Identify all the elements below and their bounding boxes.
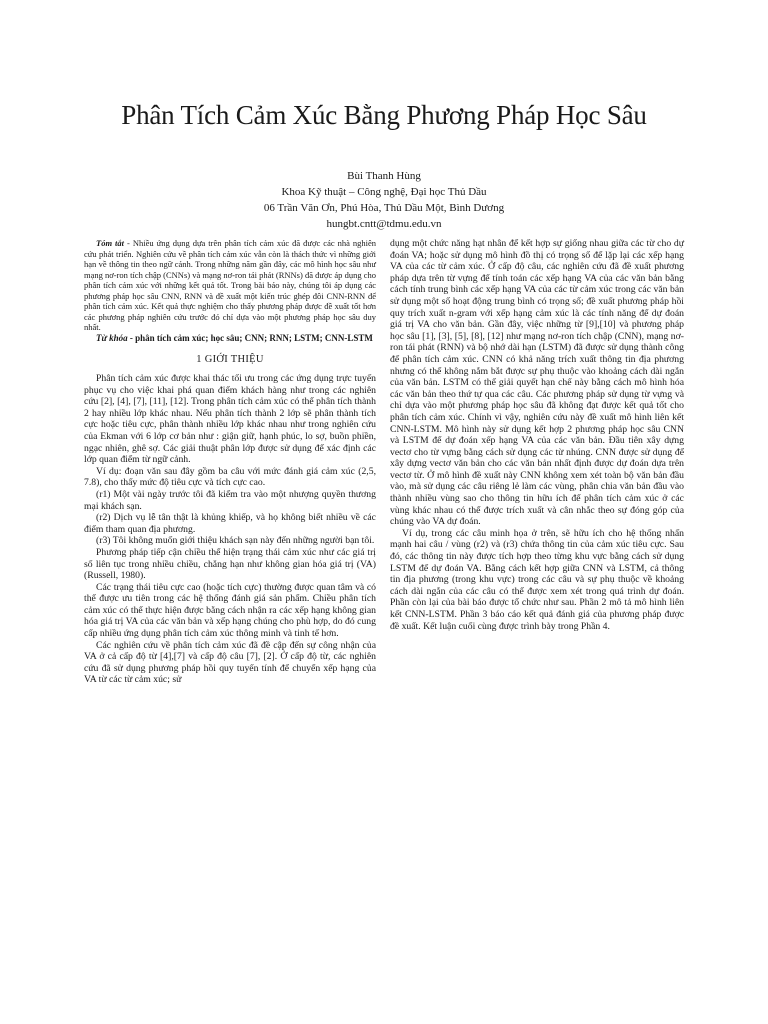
example-sentence-r1: (r1) Một vài ngày trước tôi đã kiểm tra vào một nhượng quyền thương mại khách sạn. bbox=[84, 488, 376, 512]
paper-title: Phân Tích Cảm Xúc Bằng Phương Pháp Học Sâu bbox=[121, 100, 647, 130]
author-email: hungbt.cntt@tdmu.edu.vn bbox=[326, 218, 442, 230]
right-column bbox=[390, 238, 684, 632]
section-heading: 1 GIỚI THIỆU bbox=[196, 354, 264, 365]
author-affiliation: Khoa Kỹ thuật – Công nghệ, Đại học Thủ Dầu bbox=[281, 186, 487, 198]
keywords bbox=[84, 333, 376, 344]
paragraph: Phân tích cảm xúc được khai thác tối ưu trong các ứng dụng trực tuyến phục vụ cho việc khai phá quan điểm khách hàng như trong các nghiên cứu [2], [4], [7], [11], [12]. Trong phân tích cảm xúc có thể phân tích thành 2 hay nhiều lớp khác nhau. Nếu phân tích thành 2 lớp sẽ phân thành tích cực hoặc tiêu cực, phân thành nhiều lớp khác nhau như trong nghiên cứu của Ekman với 6 lớp cơ bản như : giận giữ, hạnh phúc, lo sợ, buồn phiền, ngạc nhiên, ghê sợ. Các giải thuật phân lớp được sử dụng để xác định các lớp quan điểm từ ngữ cảnh. bbox=[84, 373, 376, 466]
paragraph: Ví dụ, trong các câu minh họa ở trên, sẽ hữu ích cho hệ thống nhấn mạnh hai câu / vùng (r2) và (r3) chứa thông tin của cảm xúc tiêu cực. Sau đó, các thông tin này được tích hợp theo từng khu vực bằng cách sử dụng LSTM để dự đoán VA. Bằng cách kết hợp giữa CNN và LSTM, cả thông tin địa phương (trong khu vực) trong các câu và sự phụ thuộc về khoảng cách dài ngắn của các câu có thể được xem xét trong quá trình dự đoán. Phần còn lại của bài báo được tổ chức như sau. Phần 2 mô tả mô hình liên kết CNN-LSTM. Phần 3 báo cáo kết quả đánh giá của phương pháp được đề xuất. Kết luận cuối cùng được trình bày trong Phần 4. bbox=[390, 527, 684, 632]
abstract-text: - Nhiều ứng dụng dựa trên phân tích cảm xúc đã được các nhà nghiên cứu phát triển. Nghiên cứu về phân tích cảm xúc vẫn còn là thách thức vì những giới hạn về thông tin theo ngữ cảnh. Trong những năm gần đây, các mô hình học sâu như mạng nơ-ron tích chập (CNNs) và mạng nơ-ron tái phát (RNNs) đã được áp dụng cho phân tích cảm xúc với những kết quả tốt. Trong bài báo này, chúng tôi áp dụng các phương pháp học sâu CNN, RNN và đề xuất một kiến trúc ghép đôi CNN-RNN để phân tích cảm xúc. Kết quả thực nghiệm cho thấy phương pháp được đề xuất tốt hơn các phương pháp nghiên cứu trước đó chỉ dựa vào một phương pháp học sâu duy nhất. bbox=[84, 238, 376, 332]
keywords-label: Từ khóa bbox=[96, 332, 128, 343]
paragraph: dụng một chức năng hạt nhân để kết hợp sự giống nhau giữa các từ cho dự đoán VA; hoặc sử dụng mô hình đồ thị có trọng số để lặp lại các xếp hạng VA của các từ cảm xúc. Ở cấp độ câu, các nghiên cứu đã đề xuất phương pháp dựa trên từ vựng để tính toán các xếp hạng VA của các văn bản bằng cách tính trung bình các xếp hạng VA của các từ cảm xúc trong các văn bản sử dụng một số hoạt động trung bình có trọng số; đề xuất phương pháp hồi quy trích xuất n-gram với xếp hạng cảm xúc là các tính năng để dự đoán giá trị VA cho văn bản. Gần đây, việc những từ [9],[10] và phương pháp học sâu [1], [3], [5], [8], [12] như mạng nơ-ron tích chập (CNN), mạng nơ-ron tái phát (RNN) và bộ nhớ dài hạn (LSTM) đã được sử dụng thành công để phân tích cảm xúc. CNN có khả năng trích xuất thông tin địa phương nhưng có thể không nắm bắt được sự phụ thuộc vào khoảng cách dài ngắn của văn bản. LSTM có thể giải quyết hạn chế này bằng cách mô hình hóa các văn bản theo thứ tự qua các câu. Các phương pháp sử dụng từ vựng và chỉ dựa vào một phương pháp học sâu đã không đạt được kết quả tốt cho phân tích cảm xúc. Chính vì vậy, nghiên cứu này đề xuất mô hình liên kết CNN-LSTM. Mô hình này sử dụng kết hợp 2 phương pháp học sâu CNN và LSTM để dự đoán xếp hạng VA của các văn bản. Đầu tiên xây dựng vectơ cho từ vựng bằng cách sử dụng các từ nhúng. CNN được sử dụng để xây dựng vectơ văn bản cho các văn bản nhất định được dự đoán dựa trên vectơ từ. Ở mô hình đề xuất này CNN không xem xét toàn bộ văn bản đầu vào, mà sử dụng các câu riêng lẻ làm các vùng, phân chia văn bản đầu vào thành nhiều vùng sao cho thông tin hữu ích để phân tích cảm xúc ở các vùng khác nhau có thể được trích xuất và cân nhắc theo sự đóng góp của chúng vào VA dự đoán. bbox=[390, 238, 684, 528]
paragraph: Phương pháp tiếp cận chiều thể hiện trạng thái cảm xúc như các giá trị số liên tục trong nhiều chiều, chẳng hạn như không gian hóa giá trị (VA) (Russell, 1980). bbox=[84, 546, 376, 582]
abstract-label: Tóm tắt bbox=[96, 238, 125, 248]
author-block bbox=[0, 168, 768, 232]
author-address: 06 Trần Văn Ơn, Phú Hòa, Thủ Dầu Một, Bình Dương bbox=[263, 202, 505, 214]
abstract bbox=[84, 238, 376, 333]
keywords-text: - phân tích cảm xúc; học sâu; CNN; RNN; LSTM; CNN-LSTM bbox=[127, 332, 373, 343]
paragraph: Ví dụ: đoạn văn sau đây gồm ba câu với mức đánh giá cảm xúc (2,5, 7.8), cho thấy mức độ tiêu cực và tích cực cao. bbox=[84, 465, 376, 489]
left-column bbox=[84, 238, 376, 686]
author-name: Bùi Thanh Hùng bbox=[347, 170, 421, 182]
example-sentence-r3: (r3) Tôi không muốn giới thiệu khách sạn này đến những người bạn tôi. bbox=[96, 535, 375, 547]
paragraph: Các nghiên cứu về phân tích cảm xúc đã đề cập đến sự công nhận của VA ở cả cấp độ từ [4],[7] và cấp độ câu [7], [2]. Ở cấp độ từ, các nghiên cứu đã sử dụng phương pháp hồi quy tuyến tính để chuyển xếp hạng của VA từ các từ cảm xúc; sử bbox=[84, 639, 376, 686]
example-sentence-r2: (r2) Dịch vụ lễ tân thật là khủng khiếp, và họ không biết nhiều về các điểm tham quan địa phương. bbox=[84, 512, 376, 535]
paragraph: Các trạng thái tiêu cực cao (hoặc tích cực) thường được quan tâm và có thể được ưu tiên trong các hệ thống đánh giá sản phẩm. Chiều phân tích cảm xúc có thể thực hiện được bằng cách nhận ra các xếp hạng không gian hóa giá trị VA của các văn bản và xếp hạng chúng cho phù hợp, do đó cung cấp nhiều ứng dụng phân tích cảm xúc thông minh và tinh tế hơn. bbox=[84, 581, 376, 640]
